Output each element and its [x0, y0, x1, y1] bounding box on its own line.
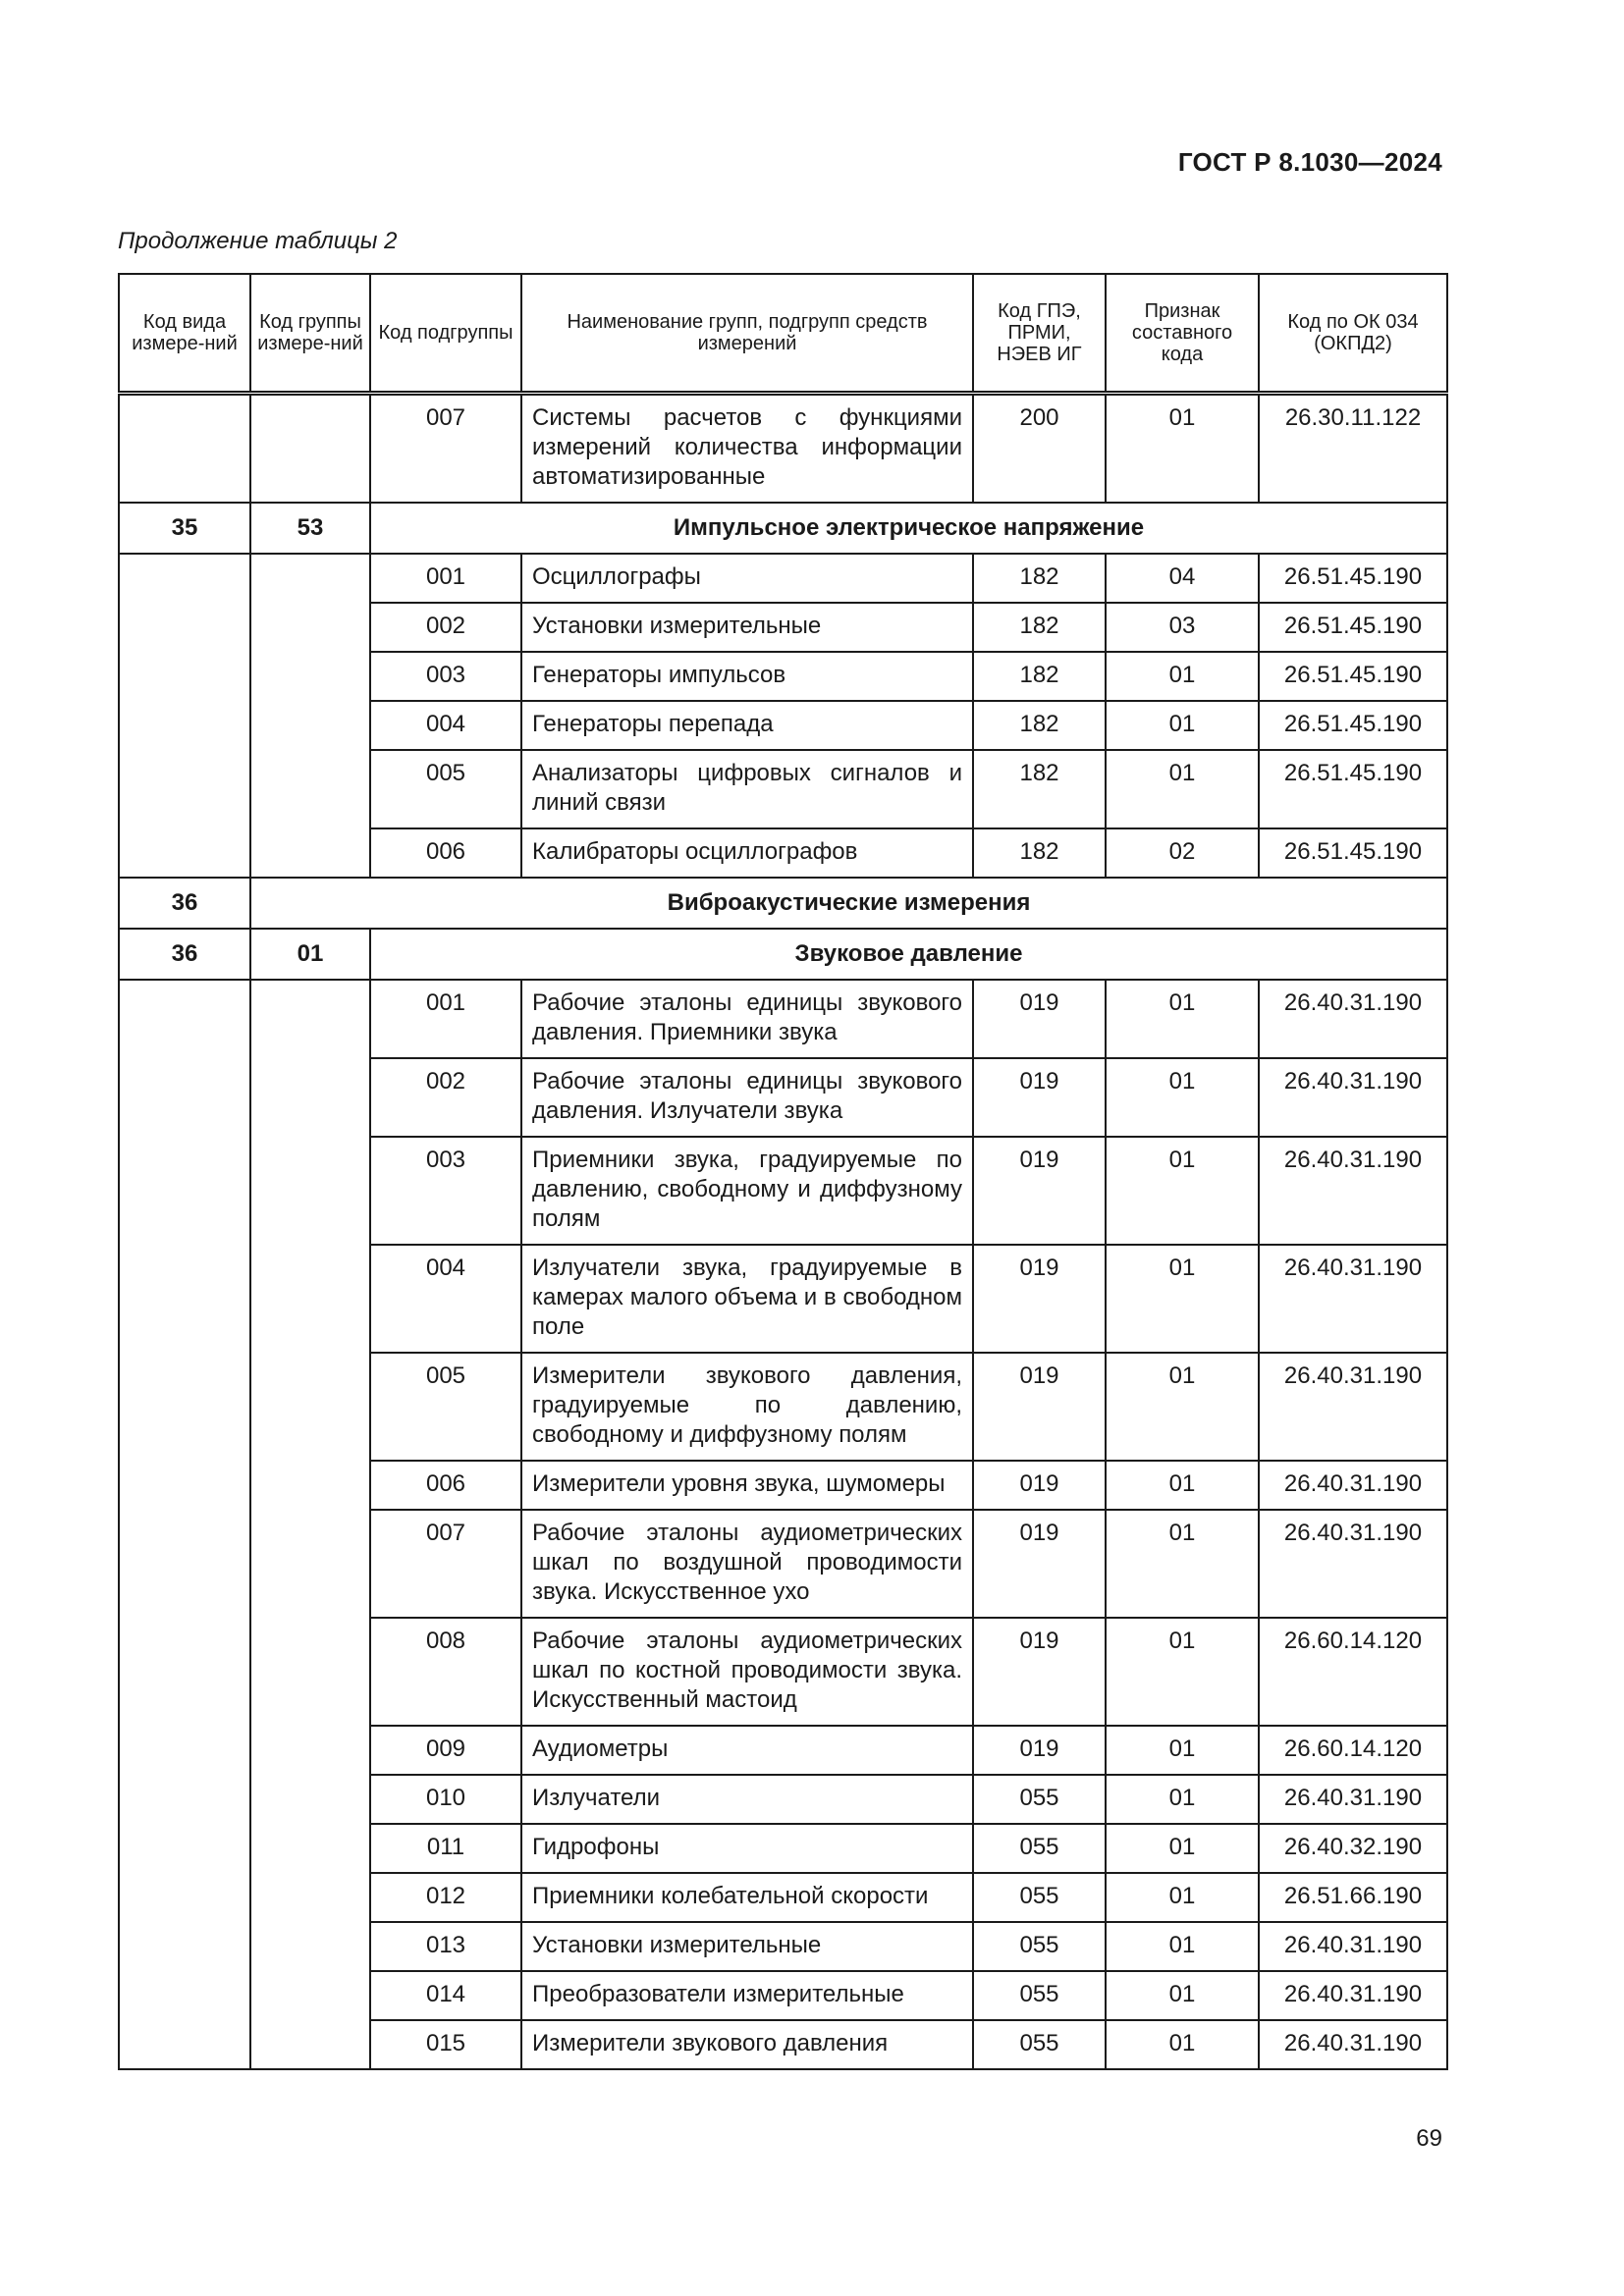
- composite-flag: 01: [1106, 394, 1259, 504]
- item-name: Генераторы импульсов: [521, 652, 973, 701]
- gpe-code: 019: [973, 980, 1106, 1058]
- subgroup-code: 004: [370, 701, 521, 750]
- section-title: Импульсное электрическое напряжение: [370, 503, 1447, 554]
- table-caption: Продолжение таблицы 2: [118, 228, 398, 254]
- composite-flag: 01: [1106, 1971, 1259, 2020]
- composite-flag: 03: [1106, 603, 1259, 652]
- okpd-code: 26.51.45.190: [1259, 701, 1447, 750]
- okpd-code: 26.40.31.190: [1259, 1137, 1447, 1245]
- section-row-35: [119, 503, 1447, 554]
- subgroup-code: 015: [370, 2020, 521, 2069]
- subgroup-code: 008: [370, 1618, 521, 1726]
- empty-cell: [250, 554, 370, 878]
- item-name: Преобразователи измерительные: [521, 1971, 973, 2020]
- document-header: ГОСТ Р 8.1030—2024: [1177, 147, 1442, 177]
- okpd-code: 26.51.45.190: [1259, 652, 1447, 701]
- composite-flag: 01: [1106, 652, 1259, 701]
- composite-flag: 01: [1106, 1058, 1259, 1137]
- item-name: Гидрофоны: [521, 1824, 973, 1873]
- okpd-code: 26.51.45.190: [1259, 603, 1447, 652]
- item-name: Системы расчетов с функциями измерений количества информации автоматизированные: [521, 394, 973, 504]
- subgroup-code: 012: [370, 1873, 521, 1922]
- gpe-code: 019: [973, 1726, 1106, 1775]
- subgroup-code: 003: [370, 1137, 521, 1245]
- section-kind: 35: [119, 503, 250, 554]
- okpd-code: 26.51.45.190: [1259, 828, 1447, 878]
- composite-flag: 01: [1106, 2020, 1259, 2069]
- item-name: Установки измерительные: [521, 603, 973, 652]
- composite-flag: 01: [1106, 1922, 1259, 1971]
- composite-flag: 01: [1106, 1873, 1259, 1922]
- item-name: Измерители звукового давления: [521, 2020, 973, 2069]
- page-number: 69: [1416, 2125, 1442, 2152]
- gpe-code: 019: [973, 1510, 1106, 1618]
- composite-flag: 04: [1106, 554, 1259, 603]
- gpe-code: 182: [973, 603, 1106, 652]
- gpe-code: 055: [973, 1824, 1106, 1873]
- okpd-code: 26.40.31.190: [1259, 1461, 1447, 1510]
- gpe-code: 055: [973, 1922, 1106, 1971]
- okpd-code: 26.40.32.190: [1259, 1824, 1447, 1873]
- composite-flag: 01: [1106, 1824, 1259, 1873]
- gpe-code: 019: [973, 1353, 1106, 1461]
- section-group: 53: [250, 503, 370, 554]
- composite-flag: 01: [1106, 1353, 1259, 1461]
- header-kind: Код вида измере-ний: [119, 274, 250, 394]
- subgroup-code: 002: [370, 603, 521, 652]
- gpe-code: 200: [973, 394, 1106, 504]
- subgroup-code: 005: [370, 1353, 521, 1461]
- okpd-code: 26.40.31.190: [1259, 1245, 1447, 1353]
- section-kind: 36: [119, 878, 250, 929]
- header-group: Код группы измере-ний: [250, 274, 370, 394]
- subgroup-code: 006: [370, 828, 521, 878]
- header-subgroup: Код подгруппы: [370, 274, 521, 394]
- okpd-code: 26.40.31.190: [1259, 1058, 1447, 1137]
- item-name: Приемники звука, градуируемые по давлению, свободному и диффузному полям: [521, 1137, 973, 1245]
- item-name: Измерители звукового давления, градуируемые по давлению, свободному и диффузному полям: [521, 1353, 973, 1461]
- gpe-code: 055: [973, 2020, 1106, 2069]
- gpe-code: 182: [973, 652, 1106, 701]
- header-name: Наименование групп, подгрупп средств измерений: [521, 274, 973, 394]
- okpd-code: 26.40.31.190: [1259, 1353, 1447, 1461]
- item-name: Установки измерительные: [521, 1922, 973, 1971]
- subgroup-code: 010: [370, 1775, 521, 1824]
- okpd-code: 26.40.31.190: [1259, 1510, 1447, 1618]
- table-row: [119, 394, 1447, 504]
- subgroup-code: 001: [370, 980, 521, 1058]
- classification-table: [118, 273, 1448, 2070]
- item-name: Аудиометры: [521, 1726, 973, 1775]
- okpd-code: 26.51.66.190: [1259, 1873, 1447, 1922]
- okpd-code: 26.40.31.190: [1259, 1971, 1447, 2020]
- section-kind: 36: [119, 929, 250, 980]
- subgroup-code: 003: [370, 652, 521, 701]
- table-header-row: [119, 274, 1447, 394]
- subgroup-code: 011: [370, 1824, 521, 1873]
- subgroup-code: 005: [370, 750, 521, 828]
- okpd-code: 26.40.31.190: [1259, 1922, 1447, 1971]
- section-title: Виброакустические измерения: [250, 878, 1447, 929]
- subgroup-code: 004: [370, 1245, 521, 1353]
- item-name: Рабочие эталоны аудиометрических шкал по воздушной проводимости звука. Искусственное ухо: [521, 1510, 973, 1618]
- gpe-code: 019: [973, 1137, 1106, 1245]
- okpd-code: 26.40.31.190: [1259, 1775, 1447, 1824]
- item-name: Осциллографы: [521, 554, 973, 603]
- empty-cell: [119, 554, 250, 878]
- header-flag: Признак составного кода: [1106, 274, 1259, 394]
- okpd-code: 26.30.11.122: [1259, 394, 1447, 504]
- okpd-code: 26.51.45.190: [1259, 554, 1447, 603]
- okpd-code: 26.40.31.190: [1259, 2020, 1447, 2069]
- composite-flag: 01: [1106, 1245, 1259, 1353]
- composite-flag: 01: [1106, 1137, 1259, 1245]
- gpe-code: 055: [973, 1873, 1106, 1922]
- gpe-code: 182: [973, 701, 1106, 750]
- composite-flag: 01: [1106, 1510, 1259, 1618]
- empty-cell: [119, 394, 250, 504]
- gpe-code: 019: [973, 1618, 1106, 1726]
- section-row-36: [119, 878, 1447, 929]
- subgroup-code: 013: [370, 1922, 521, 1971]
- composite-flag: 01: [1106, 750, 1259, 828]
- composite-flag: 01: [1106, 980, 1259, 1058]
- subgroup-code: 007: [370, 394, 521, 504]
- item-name: Рабочие эталоны аудиометрических шкал по костной проводимости звука. Искусственный мастоид: [521, 1618, 973, 1726]
- subgroup-code: 009: [370, 1726, 521, 1775]
- item-name: Приемники колебательной скорости: [521, 1873, 973, 1922]
- item-name: Генераторы перепада: [521, 701, 973, 750]
- gpe-code: 182: [973, 828, 1106, 878]
- composite-flag: 02: [1106, 828, 1259, 878]
- gpe-code: 182: [973, 750, 1106, 828]
- subgroup-code: 001: [370, 554, 521, 603]
- okpd-code: 26.40.31.190: [1259, 980, 1447, 1058]
- header-okpd: Код по ОК 034 (ОКПД2): [1259, 274, 1447, 394]
- item-name: Измерители уровня звука, шумомеры: [521, 1461, 973, 1510]
- subgroup-code: 006: [370, 1461, 521, 1510]
- gpe-code: 182: [973, 554, 1106, 603]
- okpd-code: 26.60.14.120: [1259, 1618, 1447, 1726]
- table-row: [119, 980, 1447, 1058]
- section-title: Звуковое давление: [370, 929, 1447, 980]
- okpd-code: 26.51.45.190: [1259, 750, 1447, 828]
- empty-cell: [250, 394, 370, 504]
- empty-cell: [119, 980, 250, 2069]
- gpe-code: 019: [973, 1058, 1106, 1137]
- section-group: 01: [250, 929, 370, 980]
- header-gpe: Код ГПЭ, ПРМИ, НЭЕВ ИГ: [973, 274, 1106, 394]
- table-row: [119, 554, 1447, 603]
- item-name: Излучатели: [521, 1775, 973, 1824]
- item-name: Излучатели звука, градуируемые в камерах малого объема и в свободном поле: [521, 1245, 973, 1353]
- composite-flag: 01: [1106, 1726, 1259, 1775]
- gpe-code: 055: [973, 1971, 1106, 2020]
- gpe-code: 055: [973, 1775, 1106, 1824]
- item-name: Анализаторы цифровых сигналов и линий связи: [521, 750, 973, 828]
- okpd-code: 26.60.14.120: [1259, 1726, 1447, 1775]
- composite-flag: 01: [1106, 701, 1259, 750]
- empty-cell: [250, 980, 370, 2069]
- item-name: Рабочие эталоны единицы звукового давления. Излучатели звука: [521, 1058, 973, 1137]
- gpe-code: 019: [973, 1245, 1106, 1353]
- gpe-code: 019: [973, 1461, 1106, 1510]
- composite-flag: 01: [1106, 1461, 1259, 1510]
- composite-flag: 01: [1106, 1618, 1259, 1726]
- composite-flag: 01: [1106, 1775, 1259, 1824]
- section-row-36-01: [119, 929, 1447, 980]
- item-name: Рабочие эталоны единицы звукового давления. Приемники звука: [521, 980, 973, 1058]
- subgroup-code: 002: [370, 1058, 521, 1137]
- subgroup-code: 007: [370, 1510, 521, 1618]
- item-name: Калибраторы осциллографов: [521, 828, 973, 878]
- subgroup-code: 014: [370, 1971, 521, 2020]
